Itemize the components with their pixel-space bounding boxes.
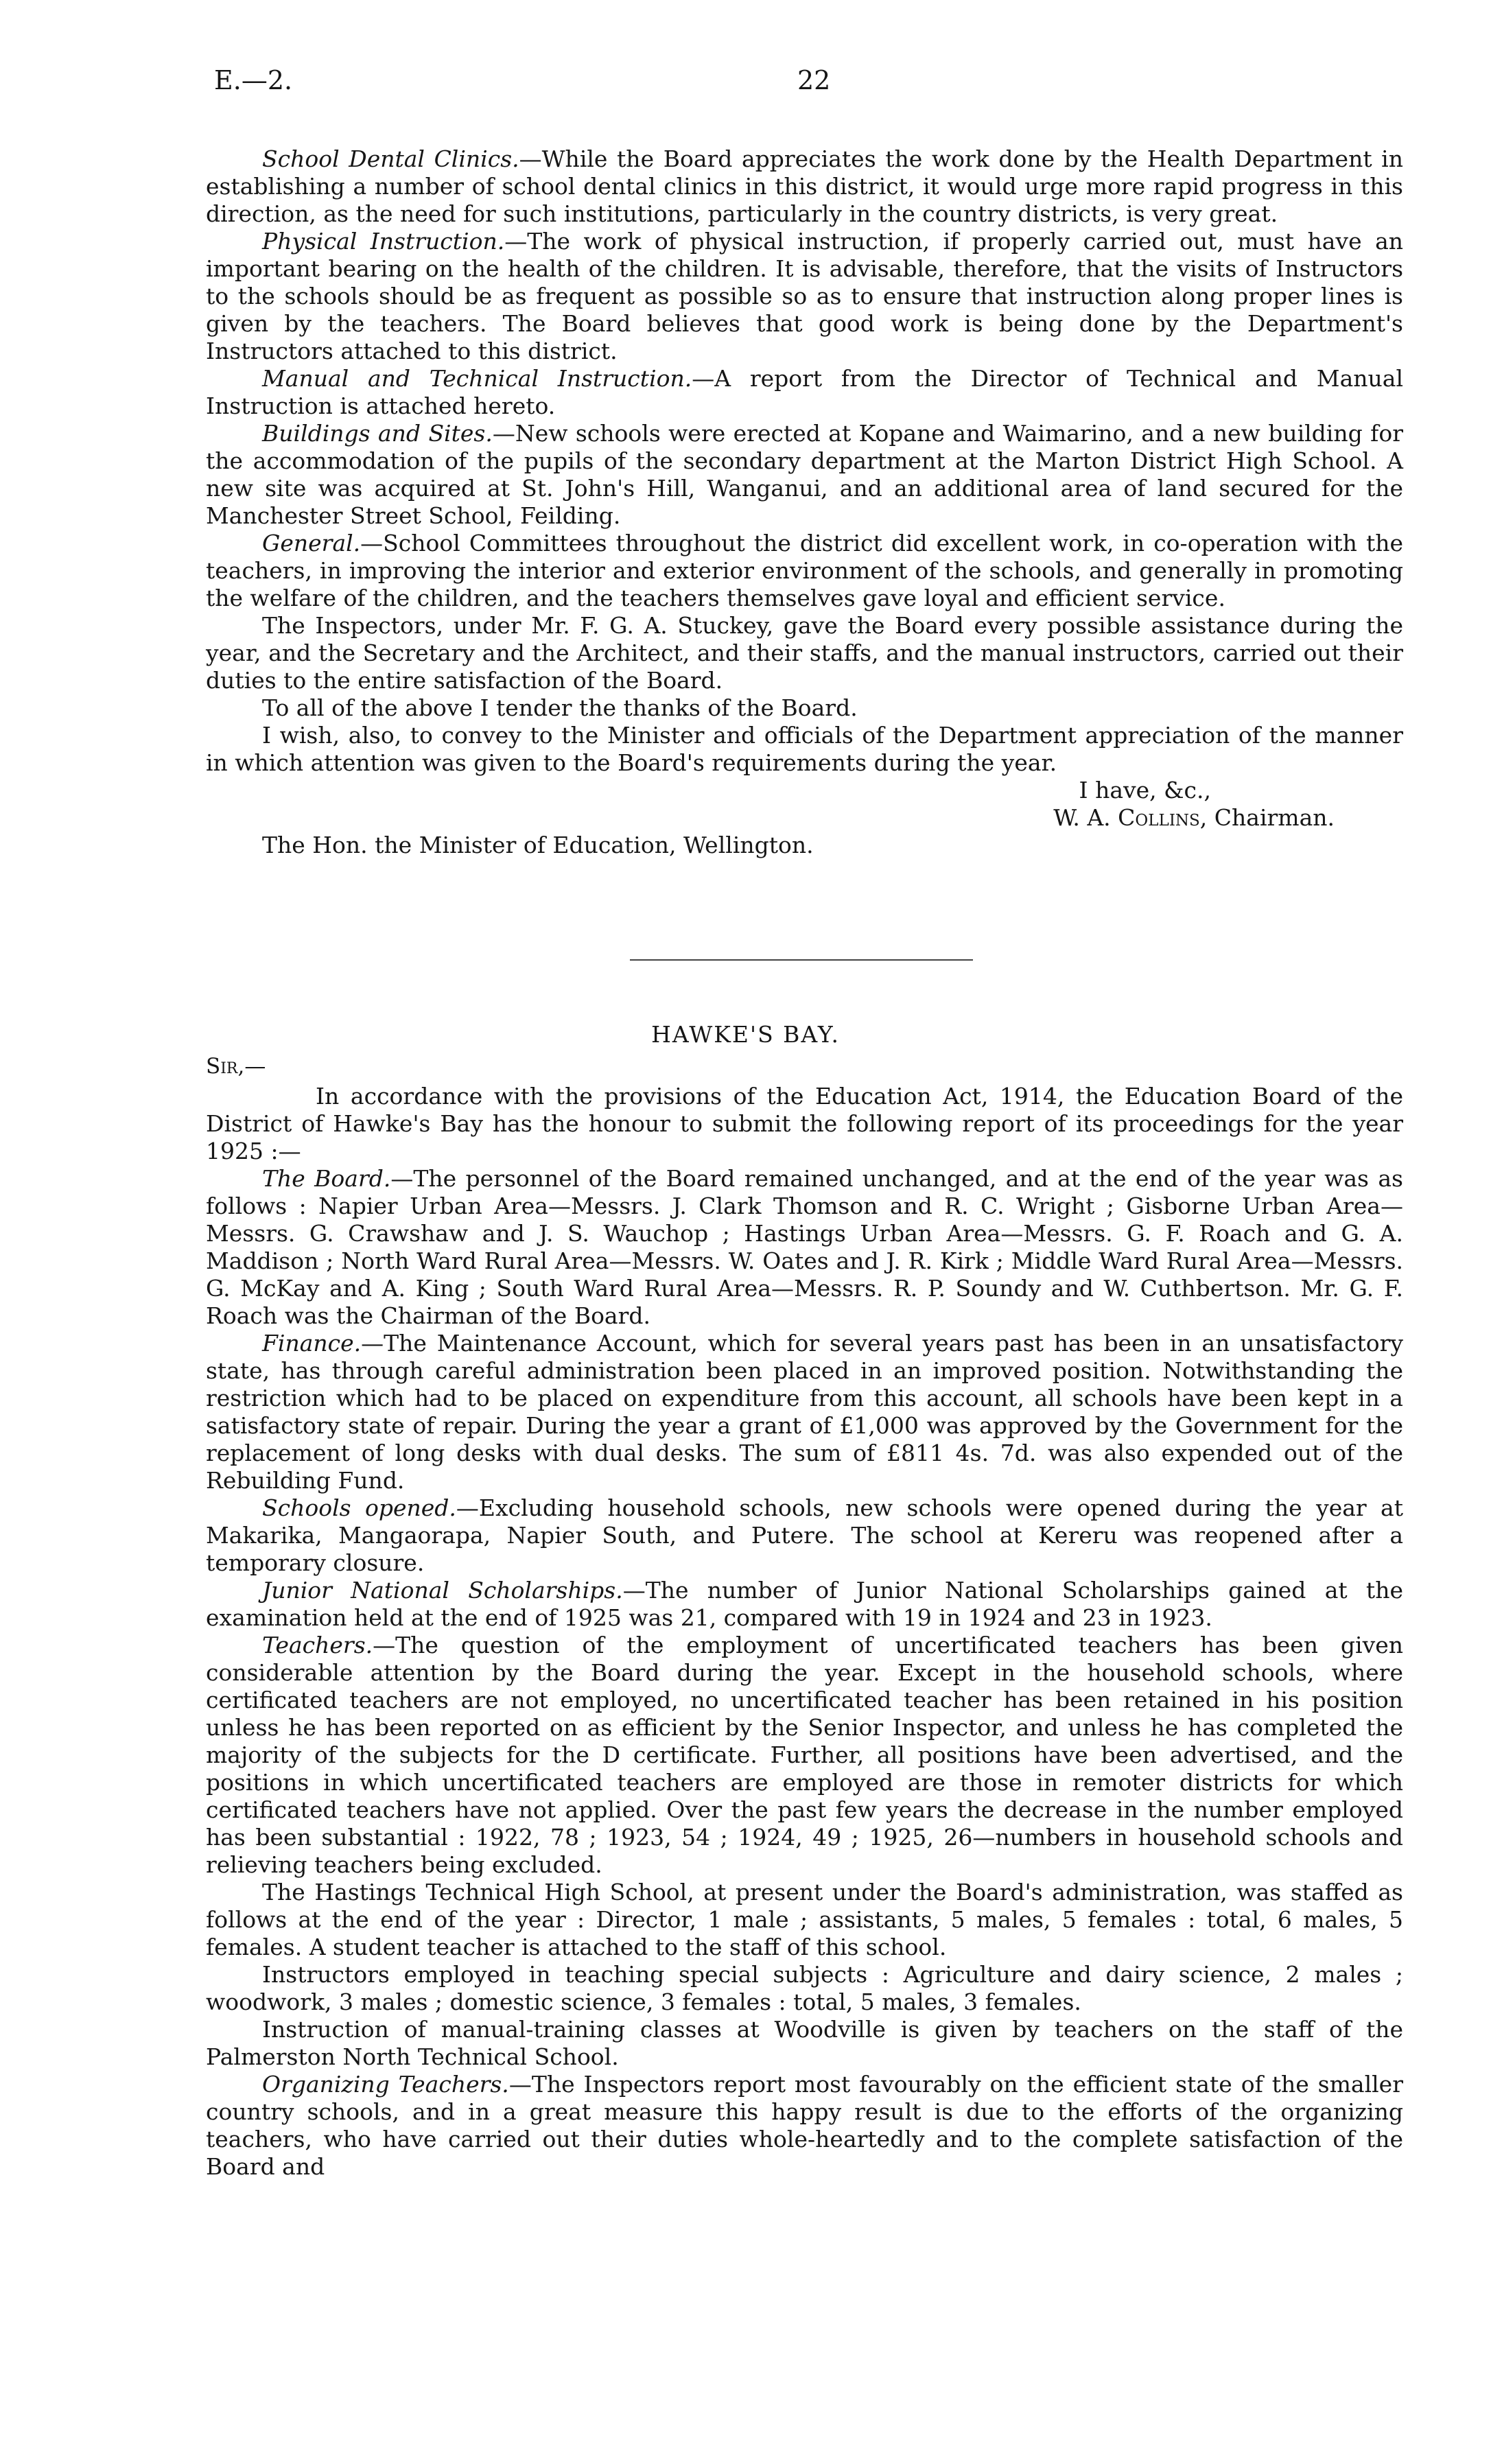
paragraph-body: —New schools were erected at Kopane and Waimarino, and a new building for the accommodation of the pupils of the secondary department at the Marton District High School. A new site was acquired at St. John's Hill, Wanganui, and an additional area of land secured for the Manchester Street School, Feilding. [206,420,1403,529]
paragraph-buildings-sites [206,420,1403,530]
paragraph-dental-clinics [206,145,1403,228]
paragraph-body: —School Committees throughout the district did excellent work, in co-operation with the teachers, in improving the interior and exterior environment of the schools, and generally in promoting the welfare of the children, and the teachers themselves gave loyal and efficient service. [206,530,1403,611]
paragraph-title: Physical Instruction. [262,228,505,255]
section-divider [630,959,973,961]
paragraph-title: Junior National Scholarships. [262,1577,623,1604]
paragraph-title: Manual and Technical Instruction. [262,365,692,392]
paragraph-scholarships [206,1577,1403,1632]
paragraph-body: —A report from the Director of Technical and Manual Instruction is attached hereto. [206,365,1403,419]
paragraph-title: Teachers. [262,1632,373,1658]
paragraph-general [206,530,1403,612]
signature-role: , Chairman. [1199,804,1335,831]
paragraph-title: The Board. [262,1165,391,1192]
paragraph-title: School Dental Clinics. [262,145,519,172]
signature-name: Collins [1118,804,1200,831]
hawkes-bay-report [206,1083,1403,2181]
paragraph-body: —The personnel of the Board remained unchanged, and at the end of the year was as follows : Napier Urban Area—Messrs. J. Clark Thomson and R. C. Wright ; Gisborne Urban Area—Messrs. G. Crawshaw and J. S. Wauchop ; Hastings Urban Area—Messrs. G. F. Roach and G. A. Maddison ; North Ward Rural Area—Messrs. W. Oates and J. R. Kirk ; Middle Ward Rural Area—Messrs. G. McKay and A. King ; South Ward Rural Area—Messrs. R. P. Soundy and W. Cuthbertson. Mr. G. F. Roach was the Chairman of the Board. [206,1165,1403,1329]
paragraph-board [206,1165,1403,1330]
paragraph-woodville: Instruction of manual-training classes at Woodville is given by teachers on the staff of the Palmerston North Technical School. [206,2016,1403,2070]
signature-initials: W. A. [1053,804,1111,831]
paragraph-teachers [206,1632,1403,1879]
section-heading: HAWKE'S BAY. [651,1021,840,1048]
paragraph-thanks: To all of the above I tender the thanks of the Board. [262,694,858,721]
addressee: The Hon. the Minister of Education, Wellington. [262,832,814,858]
paragraph-title: General. [262,530,361,556]
paragraph-instructors: Instructors employed in teaching special subjects : Agriculture and dairy science, 2 males ; woodwork, 3 males ; domestic science, 3 females : total, 5 males, 3 females. [206,1961,1403,2015]
paragraph-body: —The work of physical instruction, if properly carried out, must have an important bearing on the health of the children. It is advisable, therefore, that the visits of Instructors to the schools should be as frequent as possible so as to ensure that instruction along proper lines is given by the teachers. The Board believes that good work is being done by the Department's Instructors attached to this district. [206,228,1403,364]
paragraph-manual-instruction [206,365,1403,420]
paragraph-body: —While the Board appreciates the work done by the Health Department in establishing a number of school dental clinics in this district, it would urge more rapid progress in this direction, as the need for such institutions, particularly in the country districts, is very great. [206,145,1403,227]
paragraph-convey: I wish, also, to convey to the Minister and officials of the Department appreciation of the manner in which attention was given to the Board's requirements during the year. [206,722,1403,776]
salutation: Sir,— [206,1054,266,1079]
report-continuation [206,145,1403,859]
paragraph-finance [206,1330,1403,1494]
paragraph-title: Buildings and Sites. [262,420,493,447]
paragraph-title: Finance. [262,1330,362,1357]
paragraph-title: Organizing Teachers. [262,2071,509,2098]
paragraph-schools-opened [206,1494,1403,1577]
paragraph-title: Schools opened. [262,1494,456,1521]
paragraph-physical-instruction [206,228,1403,365]
signoff: I have, &c., [1079,777,1211,803]
paragraph-body: —Excluding household schools, new schools were opened during the year at Makarika, Mangaorapa, Napier South, and Putere. The school at Kereru was reopened after a temporary closure. [206,1494,1403,1576]
page-header [214,65,1422,106]
page-number: 22 [797,65,831,95]
signature [206,804,1403,832]
report-code: E.—2. [214,65,293,95]
paragraph-body: —The question of the employment of uncertificated teachers has been given considerable attention by the Board during the year. Except in the household schools, where certificated teachers are not employed, no uncertificated teacher has been retained in his position unless he has been reported on as efficient by the Senior Inspector, and unless he has completed the majority of the subjects for the D certificate. Further, all positions have been advertised, and the positions in which uncertificated teachers are employed are those in remoter districts for which certificated teachers have not applied. Over the past few years the decrease in the number employed has been substantial : 1922, 78 ; 1923, 54 ; 1924, 49 ; 1925, 26—numbers in household schools and relieving teachers being excluded. [206,1632,1403,1878]
paragraph-body: —The Maintenance Account, which for several years past has been in an unsatisfactory state, has through careful administration been placed in an improved position. Notwithstanding the restriction which had to be placed on expenditure from this account, all schools have been kept in a satisfactory state of repair. During the year a grant of £1,000 was approved by the Government for the replacement of long desks with dual desks. The sum of £811 4s. 7d. was also expended out of the Rebuilding Fund. [206,1330,1403,1494]
paragraph-inspectors: The Inspectors, under Mr. F. G. A. Stuckey, gave the Board every possible assistance during the year, and the Secretary and the Architect, and their staffs, and the manual instructors, carried out their duties to the entire satisfaction of the Board. [206,612,1403,694]
paragraph-hastings: The Hastings Technical High School, at present under the Board's administration, was staffed as follows at the end of the year : Director, 1 male ; assistants, 5 males, 5 females : total, 6 males, 5 females. A student teacher is attached to the staff of this school. [206,1879,1403,1960]
signature-block [206,777,1403,832]
paragraph-organizing-teachers [206,2071,1403,2181]
paragraph-body: —The number of Junior National Scholarships gained at the examination held at the end of 1925 was 21, compared with 19 in 1924 and 23 in 1923. [206,1577,1403,1631]
paragraph-intro: In accordance with the provisions of the Education Act, 1914, the Education Board of the District of Hawke's Bay has the honour to submit the following report of its proceedings for the year 1925 :— [206,1083,1403,1164]
paragraph-body: —The Inspectors report most favourably on the efficient state of the smaller country schools, and in a great measure this happy result is due to the efforts of the organizing teachers, who have carried out their duties whole-heartedly and to the complete satisfaction of the Board and [206,2071,1403,2180]
